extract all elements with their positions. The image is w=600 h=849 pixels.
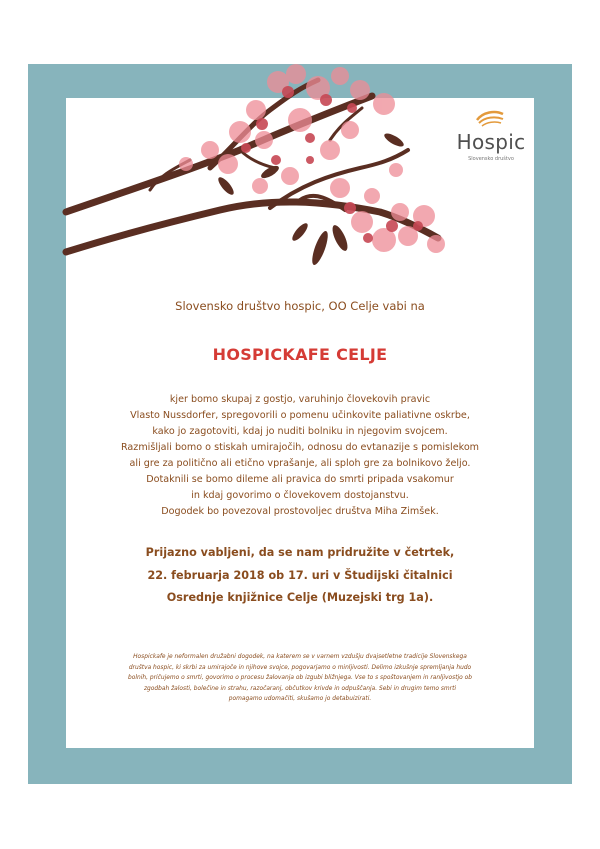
invitation-line: Osrednje knjižnice Celje (Muzejski trg 1a). xyxy=(166,591,434,605)
description-line: Vlasto Nussdorfer, spregovorili o pomenu učinkovite paliativne oskrbe, xyxy=(130,410,470,421)
logo-subtitle: Slovensko društvo xyxy=(468,156,514,162)
description-line: Razmišljali bomo o stiskah umirajočih, odnosu do evtanazije s pomislekom xyxy=(120,442,480,453)
event-invitation xyxy=(80,542,520,610)
footer-line: zgodbah žalosti, bolečine in strahu, razočaranj, občutkov krivde in odpuščanja. Sebi in drugim temo smrti xyxy=(143,685,457,692)
description-line: Dotaknili se bomo dileme ali pravica do smrti pripada vsakomur xyxy=(146,474,454,485)
invite-line: Slovensko društvo hospic, OO Celje vabi na xyxy=(175,299,425,313)
hospic-swirl-icon xyxy=(473,108,509,128)
footer-line: društva hospic, ki skrbi za umirajoče in njihove svojce, pogovarjamo o minljivosti. Delimo izkušnje spremljanja hudo xyxy=(128,664,472,671)
description-line: kjer bomo skupaj z gostjo, varuhinjo človekovih pravic xyxy=(169,394,431,405)
footer-note xyxy=(105,652,495,705)
invitation-line: Prijazno vabljeni, da se nam pridružite v četrtek, xyxy=(145,546,455,559)
event-title: HOSPICKAFE CELJE xyxy=(212,345,388,364)
description-line: ali gre za politično ali etično vprašanje, ali sploh gre za bolnikovo željo. xyxy=(129,458,471,469)
description-line: kako jo zagotoviti, kdaj jo nuditi bolniku in njegovim svojcem. xyxy=(152,426,448,437)
hospic-logo xyxy=(446,108,536,162)
footer-line: Hospickafe je neformalen družabni dogodek, na katerem se v varnem vzdušju dvajsetletne tradicije Slovenskega xyxy=(133,654,467,660)
event-description xyxy=(100,392,500,520)
description-line: in kdaj govorimo o človekovem dostojanstvu. xyxy=(191,490,409,501)
footer-line: bolnih, pričujemo o smrti, govorimo o procesu žalovanja ob izgubi bližnjega. Vse to s spoštovanjem in ranljivostjo ob xyxy=(128,675,472,681)
logo-name: Hospic xyxy=(456,130,526,154)
description-line: Dogodek bo povezoval prostovoljec društva Miha Zimšek. xyxy=(161,506,439,517)
footer-line: pomagamo udomačiti, skušamo jo detabuizirati. xyxy=(228,696,372,702)
invitation-line: 22. februarja 2018 ob 17. uri v Študijski čitalnici xyxy=(147,568,453,582)
